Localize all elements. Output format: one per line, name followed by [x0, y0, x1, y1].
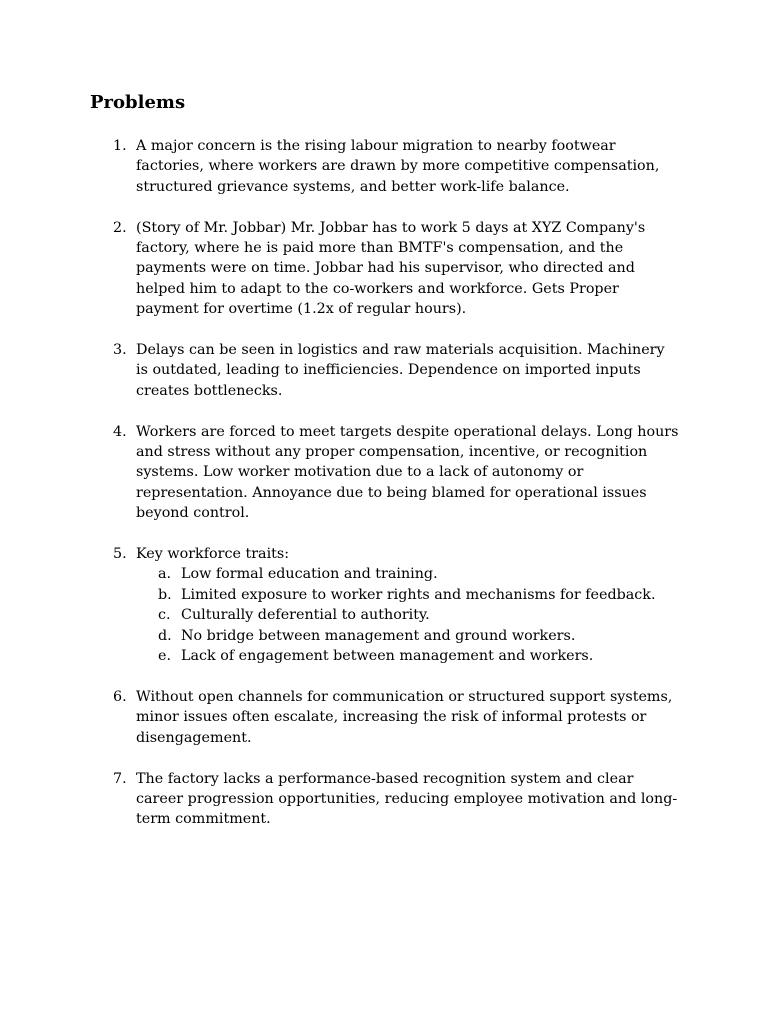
sub-item-a [136, 564, 681, 584]
problem-text: A major concern is the rising labour migration to nearby footwear factories, where workers are drawn by more competitive compensation, structured grievance systems, and better work-life balance. [136, 138, 660, 195]
problem-text: Key workforce traits: [136, 546, 290, 563]
sub-item-e [136, 646, 681, 666]
sub-item-text: Culturally deferential to authority. [181, 607, 430, 624]
problem-item-1 [0, 136, 681, 197]
sub-item-letter: d. [158, 627, 172, 644]
problem-number: 4. [113, 423, 127, 440]
problem-text: Without open channels for communication or structured support systems, minor issues often escalate, increasing the risk of informal protests or disengagement. [136, 688, 673, 746]
sub-item-c [136, 605, 681, 625]
sub-item-text: Limited exposure to worker rights and mechanisms for feedback. [181, 586, 656, 603]
sub-item-b [136, 585, 681, 605]
workforce-traits-list [136, 564, 681, 666]
sub-item-text: Lack of engagement between management and workers. [181, 648, 594, 665]
problem-item-7 [0, 769, 681, 830]
page-heading: Problems [90, 92, 186, 113]
problem-number: 2. [113, 219, 127, 236]
problem-number: 3. [113, 342, 127, 359]
sub-item-letter: c. [158, 607, 171, 624]
sub-item-text: Low formal education and training. [181, 566, 438, 583]
problem-text: Delays can be seen in logistics and raw materials acquisition. Machinery is outdated, leading to inefficiencies. Dependence on imported inputs creates bottlenecks. [136, 342, 665, 399]
sub-item-letter: a. [158, 566, 172, 583]
problem-item-4 [0, 422, 681, 524]
sub-item-text: No bridge between management and ground workers. [181, 627, 576, 644]
sub-item-letter: b. [158, 586, 172, 603]
problem-number: 1. [113, 138, 127, 154]
sub-item-letter: e. [158, 648, 172, 665]
problem-item-5 [0, 544, 681, 666]
problem-text: (Story of Mr. Jobbar) Mr. Jobbar has to work 5 days at XYZ Company's factory, where he is paid more than BMTF's compensation, and the payments were on time. Jobbar had his supervisor, who directed and helped him to adapt to the co-workers and workforce. Gets Proper payment for overtime (1.2x of regular hours). [136, 219, 646, 318]
sub-item-d [136, 626, 681, 646]
problem-list [0, 136, 768, 850]
problem-text: Workers are forced to meet targets despite operational delays. Long hours and stress without any proper compensation, incentive, or recognition systems. Low worker motivation due to a lack of autonomy or representation. Annoyance due to being blamed for operational issues beyond control. [136, 423, 679, 522]
problem-number: 7. [113, 770, 127, 787]
problem-item-3 [0, 340, 681, 401]
problem-text: The factory lacks a performance-based recognition system and clear career progression opportunities, reducing employee motivation and long-term commitment. [136, 770, 678, 828]
problem-item-6 [0, 687, 681, 748]
problem-number: 6. [113, 688, 127, 705]
problem-number: 5. [113, 546, 127, 563]
problem-item-2 [0, 218, 681, 320]
